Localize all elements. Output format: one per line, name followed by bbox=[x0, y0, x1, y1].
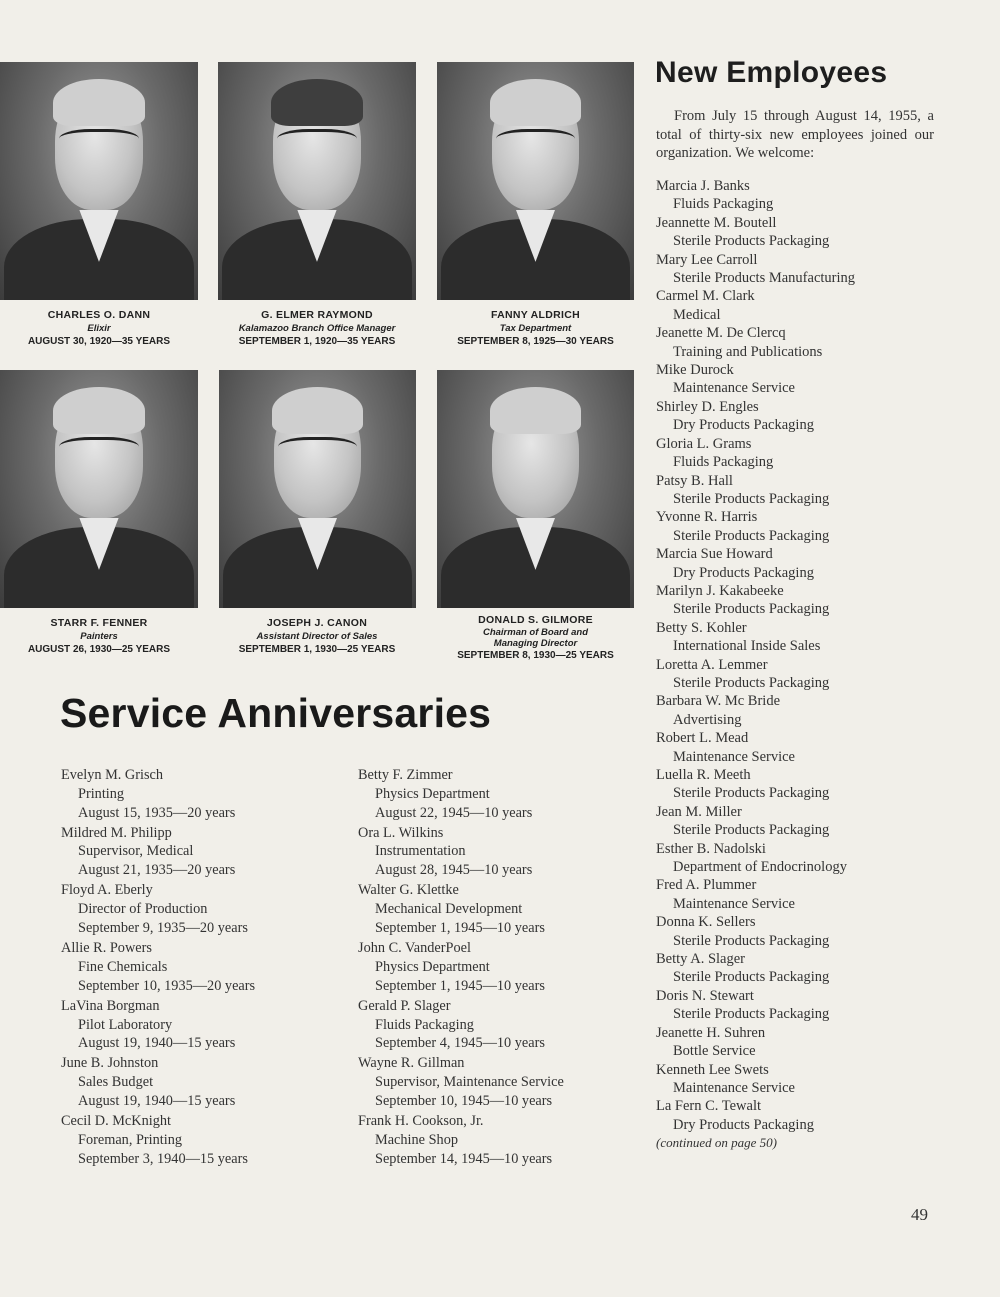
list-item bbox=[61, 881, 351, 937]
list-item bbox=[656, 361, 956, 398]
portrait-name: G. ELMER RAYMOND bbox=[261, 309, 373, 321]
portrait-title: Tax Department bbox=[499, 323, 572, 334]
employee-name: Carmel M. Clark bbox=[656, 288, 755, 305]
portrait-name: STARR F. FENNER bbox=[50, 617, 148, 629]
list-item bbox=[358, 881, 648, 937]
employee-department: Maintenance Service bbox=[673, 1079, 795, 1096]
honoree-department: Supervisor, Maintenance Service bbox=[375, 1074, 564, 1091]
honoree-department: Physics Department bbox=[375, 958, 490, 975]
honoree-name: Mildred M. Philipp bbox=[61, 824, 172, 841]
anniversary-date: August 19, 1940—15 years bbox=[78, 1093, 236, 1110]
honoree-department: Mechanical Development bbox=[375, 901, 523, 918]
honoree-department: Printing bbox=[78, 785, 125, 802]
employee-department: Department of Endocrinology bbox=[673, 859, 847, 876]
list-item bbox=[61, 824, 351, 880]
honoree-department: Pilot Laboratory bbox=[78, 1016, 173, 1033]
honoree-name: Evelyn M. Grisch bbox=[61, 767, 164, 783]
employee-name: Marcia J. Banks bbox=[656, 178, 750, 194]
honoree-department: Machine Shop bbox=[375, 1131, 458, 1148]
employee-name: Mike Durock bbox=[656, 362, 734, 379]
portrait-photo-gilmore bbox=[437, 370, 634, 608]
list-item bbox=[61, 997, 351, 1053]
employee-name: Jean M. Miller bbox=[656, 803, 742, 820]
list-item bbox=[61, 939, 351, 995]
portrait-title: Kalamazoo Branch Office Manager bbox=[238, 323, 396, 334]
honoree-department: Physics Department bbox=[375, 785, 490, 802]
list-item bbox=[656, 766, 956, 803]
list-item bbox=[358, 1112, 648, 1168]
portrait-anniversary: SEPTEMBER 1, 1920—35 YEARS bbox=[238, 336, 396, 347]
employee-name: Doris N. Stewart bbox=[656, 987, 754, 1004]
list-item bbox=[656, 251, 956, 288]
list-item bbox=[656, 803, 956, 840]
employee-name: Robert L. Mead bbox=[656, 730, 749, 747]
employee-department: Sterile Products Packaging bbox=[673, 785, 830, 802]
list-item bbox=[358, 824, 648, 880]
employee-name: Marilyn J. Kakabeeke bbox=[656, 582, 784, 599]
employee-department: Sterile Products Packaging bbox=[673, 1006, 830, 1023]
portrait-photo-canon bbox=[219, 370, 416, 608]
portrait-caption bbox=[437, 308, 634, 349]
portrait-caption bbox=[0, 308, 198, 349]
anniversary-date: August 22, 1945—10 years bbox=[375, 804, 533, 821]
employee-department: Sterile Products Manufacturing bbox=[673, 270, 856, 287]
list-item bbox=[656, 177, 956, 214]
anniversary-date: August 15, 1935—20 years bbox=[78, 804, 236, 821]
honoree-department: Instrumentation bbox=[375, 843, 466, 860]
list-item bbox=[656, 729, 956, 766]
portrait-caption bbox=[208, 308, 426, 349]
new-employees-heading: New Employees bbox=[655, 56, 888, 89]
list-item bbox=[358, 766, 648, 822]
employee-department: Maintenance Service bbox=[673, 380, 795, 397]
portrait-name: JOSEPH J. CANON bbox=[266, 617, 368, 629]
list-item bbox=[656, 214, 956, 251]
portrait-anniversary: SEPTEMBER 8, 1925—30 YEARS bbox=[457, 336, 614, 347]
service-list-left bbox=[61, 766, 351, 1170]
list-item bbox=[656, 876, 956, 913]
portrait-title: Painters bbox=[80, 631, 118, 642]
anniversary-date: September 1, 1945—10 years bbox=[375, 977, 545, 994]
employee-department: Sterile Products Packaging bbox=[673, 969, 830, 986]
anniversary-date: September 1, 1945—10 years bbox=[375, 919, 545, 936]
employee-department: Fluids Packaging bbox=[673, 454, 774, 471]
list-item bbox=[656, 1024, 956, 1061]
honoree-name: LaVina Borgman bbox=[61, 997, 160, 1014]
list-item bbox=[358, 997, 648, 1053]
employee-department: Sterile Products Packaging bbox=[673, 674, 830, 691]
honoree-department: Fine Chemicals bbox=[78, 958, 168, 975]
anniversary-date: September 14, 1945—10 years bbox=[375, 1150, 553, 1167]
list-item bbox=[656, 656, 956, 693]
portrait-caption bbox=[437, 614, 634, 663]
employee-department: Sterile Products Packaging bbox=[673, 490, 830, 507]
list-item bbox=[656, 1061, 956, 1098]
new-employees-list bbox=[656, 177, 956, 1152]
anniversary-date: September 10, 1945—10 years bbox=[375, 1093, 553, 1110]
portrait-anniversary: AUGUST 26, 1930—25 YEARS bbox=[27, 644, 171, 655]
portrait-anniversary: SEPTEMBER 1, 1930—25 YEARS bbox=[238, 644, 396, 655]
employee-department: Sterile Products Packaging bbox=[673, 601, 830, 618]
honoree-name: Allie R. Powers bbox=[61, 940, 152, 957]
list-item bbox=[656, 913, 956, 950]
list-item bbox=[656, 508, 956, 545]
anniversary-date: September 9, 1935—20 years bbox=[78, 919, 248, 936]
anniversary-date: August 21, 1935—20 years bbox=[78, 862, 236, 879]
employee-name: Jeanette M. De Clercq bbox=[656, 325, 786, 342]
anniversary-date: September 10, 1935—20 years bbox=[78, 977, 256, 994]
employee-name: Shirley D. Engles bbox=[656, 398, 759, 415]
honoree-name: John C. VanderPoel bbox=[358, 940, 471, 957]
employee-name: Loretta A. Lemmer bbox=[656, 656, 768, 673]
employee-department: Advertising bbox=[673, 711, 742, 728]
honoree-name: Gerald P. Slager bbox=[358, 997, 451, 1014]
employee-name: Esther B. Nadolski bbox=[656, 840, 766, 857]
portrait-name: DONALD S. GILMORE bbox=[478, 614, 593, 626]
list-item bbox=[656, 1097, 956, 1134]
list-item bbox=[656, 950, 956, 987]
list-item bbox=[656, 619, 956, 656]
new-employees-intro: From July 15 through August 14, 1955, a total of thirty-six new employees joined our organization. We welcome: bbox=[656, 108, 934, 161]
portrait-name: FANNY ALDRICH bbox=[490, 309, 581, 321]
employee-department: Training and Publications bbox=[673, 343, 823, 360]
portrait-photo-fenner bbox=[0, 370, 198, 608]
employee-department: Dry Products Packaging bbox=[673, 1116, 814, 1133]
honoree-department: Fluids Packaging bbox=[375, 1016, 474, 1033]
employee-name: Donna K. Sellers bbox=[656, 914, 756, 931]
list-item bbox=[656, 582, 956, 619]
employee-department: Bottle Service bbox=[673, 1043, 756, 1060]
list-item bbox=[656, 287, 956, 324]
anniversary-date: August 28, 1945—10 years bbox=[375, 862, 533, 879]
employee-name: Jeanette H. Suhren bbox=[656, 1024, 766, 1041]
portrait-photo-raymond bbox=[218, 62, 416, 300]
employee-name: Marcia Sue Howard bbox=[656, 546, 773, 563]
employee-name: Betty S. Kohler bbox=[656, 619, 747, 636]
portrait-name: CHARLES O. DANN bbox=[47, 309, 151, 321]
honoree-name: Ora L. Wilkins bbox=[358, 824, 444, 841]
list-item bbox=[358, 939, 648, 995]
employee-department: Maintenance Service bbox=[673, 748, 795, 765]
employee-department: Sterile Products Packaging bbox=[673, 233, 830, 250]
employee-department: Sterile Products Packaging bbox=[673, 932, 830, 949]
anniversary-date: September 4, 1945—10 years bbox=[375, 1035, 545, 1052]
list-item bbox=[656, 472, 956, 509]
employee-department: Dry Products Packaging bbox=[673, 417, 814, 434]
employee-name: Patsy B. Hall bbox=[656, 472, 733, 489]
employee-department: Dry Products Packaging bbox=[673, 564, 814, 581]
portrait-caption bbox=[0, 616, 198, 657]
honoree-department: Foreman, Printing bbox=[78, 1131, 183, 1148]
employee-department: Maintenance Service bbox=[673, 895, 795, 912]
employee-department: Fluids Packaging bbox=[673, 196, 774, 213]
portrait-photo-dann bbox=[0, 62, 198, 300]
employee-department: Sterile Products Packaging bbox=[673, 527, 830, 544]
list-item bbox=[656, 840, 956, 877]
list-item bbox=[61, 1054, 351, 1110]
employee-name: Fred A. Plummer bbox=[656, 877, 757, 894]
anniversary-date: August 19, 1940—15 years bbox=[78, 1035, 236, 1052]
employee-name: Yvonne R. Harris bbox=[656, 509, 758, 526]
employee-name: Jeannette M. Boutell bbox=[656, 214, 777, 231]
portrait-title: Elixir bbox=[87, 323, 111, 334]
list-item bbox=[656, 545, 956, 582]
portrait-anniversary: AUGUST 30, 1920—35 YEARS bbox=[27, 336, 171, 347]
continued-note: (continued on page 50) bbox=[656, 1135, 777, 1151]
honoree-name: Frank H. Cookson, Jr. bbox=[358, 1113, 484, 1130]
honoree-name: Wayne R. Gillman bbox=[358, 1055, 465, 1072]
list-item bbox=[656, 987, 956, 1024]
portrait-anniversary: SEPTEMBER 8, 1930—25 YEARS bbox=[457, 650, 614, 661]
portrait-title: Chairman of Board and Managing Director bbox=[482, 627, 589, 649]
list-item bbox=[656, 692, 956, 729]
list-item bbox=[358, 1054, 648, 1110]
service-list-right bbox=[358, 766, 648, 1170]
page-number: 49 bbox=[911, 1205, 928, 1224]
honoree-name: June B. Johnston bbox=[61, 1055, 159, 1072]
anniversary-date: September 3, 1940—15 years bbox=[78, 1150, 248, 1167]
employee-department: Sterile Products Packaging bbox=[673, 822, 830, 839]
list-item bbox=[61, 766, 351, 822]
employee-name: Kenneth Lee Swets bbox=[656, 1061, 769, 1078]
portrait-title: Assistant Director of Sales bbox=[256, 631, 378, 642]
employee-department: International Inside Sales bbox=[673, 638, 821, 655]
employee-name: Betty A. Slager bbox=[656, 951, 746, 968]
employee-department: Medical bbox=[673, 306, 721, 323]
honoree-name: Walter G. Klettke bbox=[358, 882, 459, 899]
honoree-department: Director of Production bbox=[78, 901, 208, 918]
employee-name: Barbara W. Mc Bride bbox=[656, 693, 781, 710]
portrait-photo-aldrich bbox=[437, 62, 634, 300]
employee-name: Luella R. Meeth bbox=[656, 767, 751, 783]
portrait-caption bbox=[208, 616, 426, 657]
employee-name: Gloria L. Grams bbox=[656, 435, 752, 452]
list-item bbox=[61, 1112, 351, 1168]
list-item bbox=[656, 324, 956, 361]
employee-name: La Fern C. Tewalt bbox=[656, 1098, 762, 1115]
honoree-name: Floyd A. Eberly bbox=[61, 882, 153, 899]
employee-name: Mary Lee Carroll bbox=[656, 251, 758, 268]
honoree-name: Cecil D. McKnight bbox=[61, 1113, 171, 1130]
service-anniversaries-heading: Service Anniversaries bbox=[60, 690, 492, 736]
honoree-name: Betty F. Zimmer bbox=[358, 767, 453, 783]
honoree-department: Supervisor, Medical bbox=[78, 843, 194, 860]
list-item bbox=[656, 435, 956, 472]
list-item bbox=[656, 398, 956, 435]
honoree-department: Sales Budget bbox=[78, 1074, 154, 1091]
